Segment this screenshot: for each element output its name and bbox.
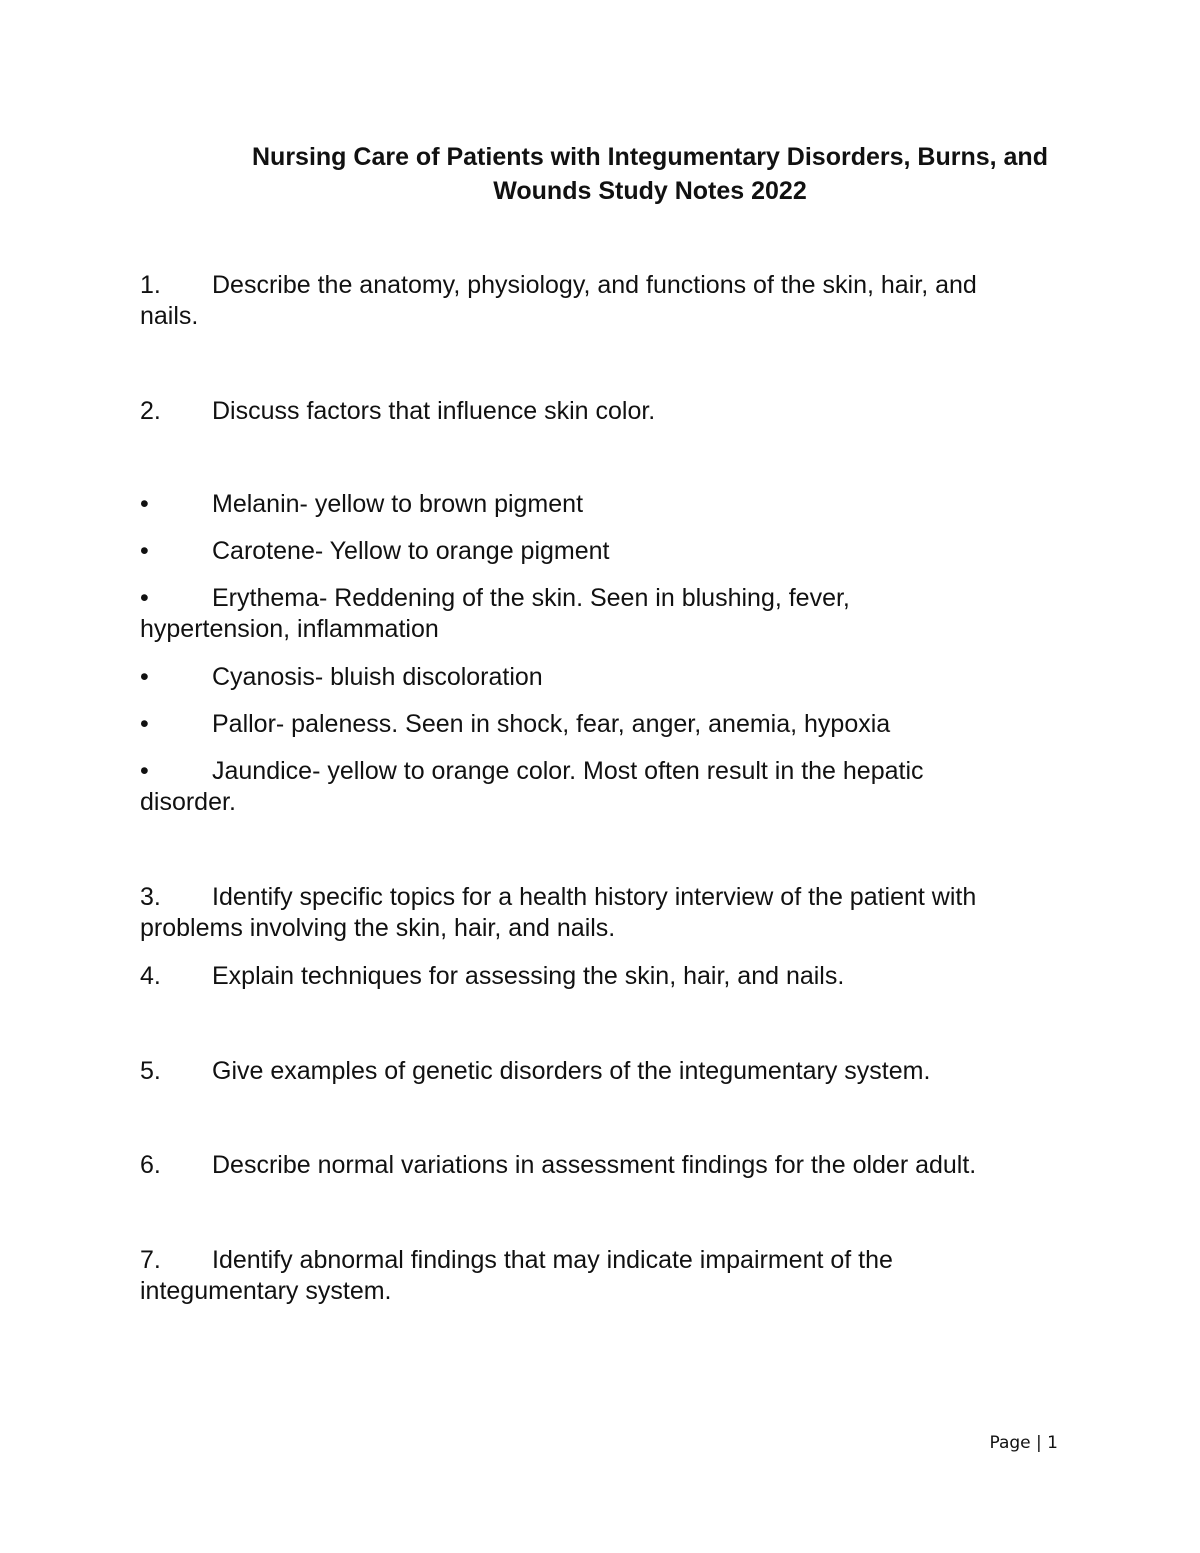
- list-item-5: [140, 1056, 1140, 1087]
- bullet-text: Cyanosis- bluish discoloration: [212, 663, 543, 691]
- item-number: 4.: [140, 962, 161, 990]
- item-text-continuation: problems involving the skin, hair, and nails.: [140, 914, 616, 942]
- bullet-text: Pallor- paleness. Seen in shock, fear, anger, anemia, hypoxia: [212, 710, 891, 738]
- item-text-continuation: integumentary system.: [140, 1277, 392, 1305]
- title-line-1: Nursing Care of Patients with Integumentary Disorders, Burns, and: [252, 143, 1048, 171]
- bullet-text-continuation: hypertension, inflammation: [140, 615, 439, 643]
- bullet-marker: •: [140, 584, 149, 612]
- bullet-text-continuation: disorder.: [140, 788, 236, 816]
- list-item-1: [140, 270, 1140, 332]
- item-text: Explain techniques for assessing the skin, hair, and nails.: [212, 962, 845, 990]
- bullet-text: Jaundice- yellow to orange color. Most often result in the hepatic: [212, 757, 924, 785]
- item-text: Identify abnormal findings that may indicate impairment of the: [212, 1246, 893, 1274]
- bullet-marker: •: [140, 757, 149, 785]
- item-number: 6.: [140, 1151, 161, 1179]
- item-number: 1.: [140, 271, 161, 299]
- page-number: Page | 1: [989, 1433, 1058, 1453]
- item-text: Describe normal variations in assessment findings for the older adult.: [212, 1151, 977, 1179]
- bullet-text: Erythema- Reddening of the skin. Seen in blushing, fever,: [212, 584, 850, 612]
- bullet-item-melanin: [140, 489, 1140, 520]
- item-text: Discuss factors that influence skin color.: [212, 397, 656, 425]
- item-text: Identify specific topics for a health history interview of the patient with: [212, 883, 977, 911]
- bullet-item-cyanosis: [140, 662, 1140, 693]
- list-item-7: [140, 1245, 1140, 1307]
- list-item-3: [140, 882, 1140, 944]
- bullet-text: Carotene- Yellow to orange pigment: [212, 537, 610, 565]
- bullet-item-pallor: [140, 709, 1140, 740]
- title-line-2: Wounds Study Notes 2022: [493, 177, 807, 205]
- bullet-item-jaundice: [140, 756, 1140, 818]
- bullet-text: Melanin- yellow to brown pigment: [212, 490, 584, 518]
- list-item-2: [140, 396, 1140, 427]
- item-number: 3.: [140, 883, 161, 911]
- bullet-marker: •: [140, 537, 149, 565]
- bullet-marker: •: [140, 490, 149, 518]
- list-item-6: [140, 1150, 1140, 1181]
- bullet-marker: •: [140, 663, 149, 691]
- item-text: Give examples of genetic disorders of the integumentary system.: [212, 1057, 931, 1085]
- document-title: [140, 140, 1160, 208]
- bullet-item-carotene: [140, 536, 1140, 567]
- item-text-continuation: nails.: [140, 302, 199, 330]
- item-number: 2.: [140, 397, 161, 425]
- bullet-marker: •: [140, 710, 149, 738]
- item-number: 5.: [140, 1057, 161, 1085]
- list-item-4: [140, 961, 1140, 992]
- item-number: 7.: [140, 1246, 161, 1274]
- bullet-item-erythema: [140, 583, 1140, 645]
- item-text: Describe the anatomy, physiology, and functions of the skin, hair, and: [212, 271, 977, 299]
